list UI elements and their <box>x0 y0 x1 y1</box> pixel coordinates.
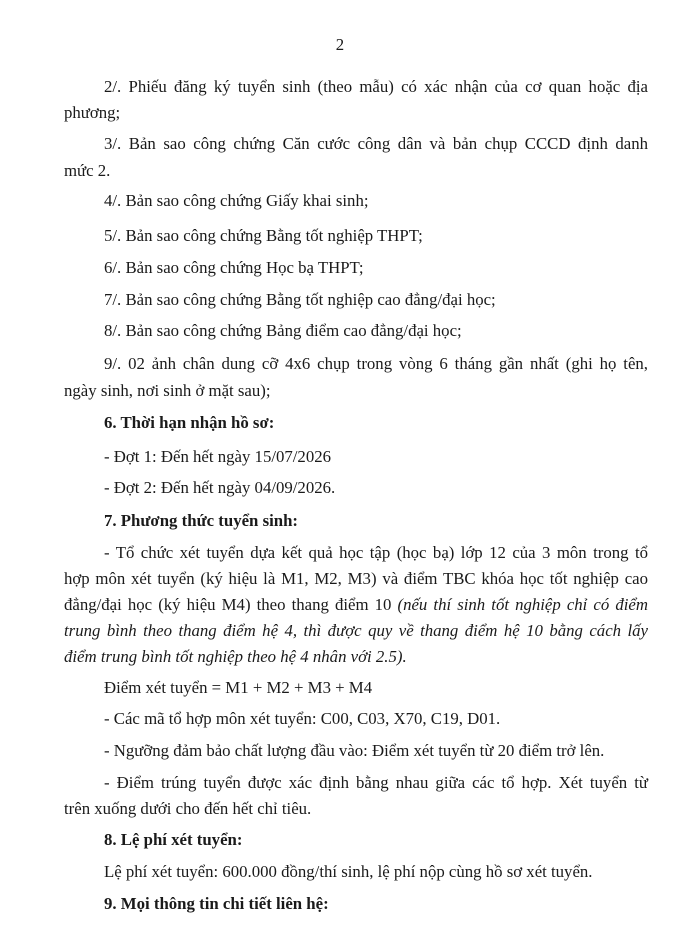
round-2-deadline: - Đợt 2: Đến hết ngày 04/09/2026. <box>104 478 336 497</box>
method-para-line-5: điểm trung bình tốt nghiệp theo hệ 4 nhân với 2.5). <box>64 647 407 666</box>
item-2-line-2: phương; <box>64 103 121 122</box>
section-9-heading: 9. Mọi thông tin chi tiết liên hệ: <box>104 894 329 913</box>
method-para-line-3 <box>64 597 648 614</box>
item-8: 8/. Bản sao công chứng Bảng điểm cao đẳng/đại học; <box>104 321 462 340</box>
item-3-line-2: mức 2. <box>64 161 111 180</box>
score-formula: Điểm xét tuyển = M1 + M2 + M3 + M4 <box>104 678 373 697</box>
subject-combinations: - Các mã tổ hợp môn xét tuyển: C00, C03, X70, C19, D01. <box>104 709 501 728</box>
method-para-line-3-normal: đẳng/đại học (ký hiệu M4) theo thang điểm 10 <box>64 595 398 614</box>
method-para-line-3-italic: (nếu thí sinh tốt nghiệp chỉ có điểm <box>397 595 648 614</box>
method-para-line-1: - Tổ chức xét tuyển dựa kết quả học tập (học bạ) lớp 12 của 3 môn trong tổ <box>104 543 648 562</box>
quality-threshold: - Ngưỡng đảm bảo chất lượng đầu vào: Điểm xét tuyển từ 20 điểm trở lên. <box>104 741 605 760</box>
method-para-line-2: hợp môn xét tuyển (ký hiệu là M1, M2, M3) và điểm TBC khóa học tốt nghiệp cao <box>64 569 648 588</box>
item-9-line-2: ngày sinh, nơi sinh ở mặt sau); <box>64 381 271 400</box>
page-number: 2 <box>335 35 345 54</box>
application-fee: Lệ phí xét tuyển: 600.000 đồng/thí sinh, lệ phí nộp cùng hồ sơ xét tuyển. <box>104 862 593 881</box>
section-6-heading: 6. Thời hạn nhận hồ sơ: <box>104 413 275 432</box>
item-3-line-1: 3/. Bản sao công chứng Căn cước công dân và bản chụp CCCD định danh <box>104 134 648 153</box>
item-4: 4/. Bản sao công chứng Giấy khai sinh; <box>104 191 369 210</box>
section-8-heading: 8. Lệ phí xét tuyển: <box>104 830 243 849</box>
item-6: 6/. Bản sao công chứng Học bạ THPT; <box>104 258 364 277</box>
item-2-line-1: 2/. Phiếu đăng ký tuyển sinh (theo mẫu) có xác nhận của cơ quan hoặc địa <box>104 77 648 96</box>
item-5: 5/. Bản sao công chứng Bằng tốt nghiệp THPT; <box>104 226 423 245</box>
section-7-heading: 7. Phương thức tuyển sinh: <box>104 511 299 530</box>
admission-para-line-2: trên xuống dưới cho đến hết chỉ tiêu. <box>64 799 312 818</box>
method-para-line-4: trung bình theo thang điểm hệ 4, thì được quy về thang điểm hệ 10 bằng cách lấy <box>64 621 648 640</box>
round-1-deadline: - Đợt 1: Đến hết ngày 15/07/2026 <box>104 447 331 466</box>
item-9-line-1: 9/. 02 ảnh chân dung cỡ 4x6 chụp trong vòng 6 tháng gần nhất (ghi họ tên, <box>104 354 648 373</box>
admission-para-line-1: - Điểm trúng tuyển được xác định bằng nhau giữa các tổ hợp. Xét tuyển từ <box>104 773 648 792</box>
item-7: 7/. Bản sao công chứng Bằng tốt nghiệp cao đẳng/đại học; <box>104 290 496 309</box>
